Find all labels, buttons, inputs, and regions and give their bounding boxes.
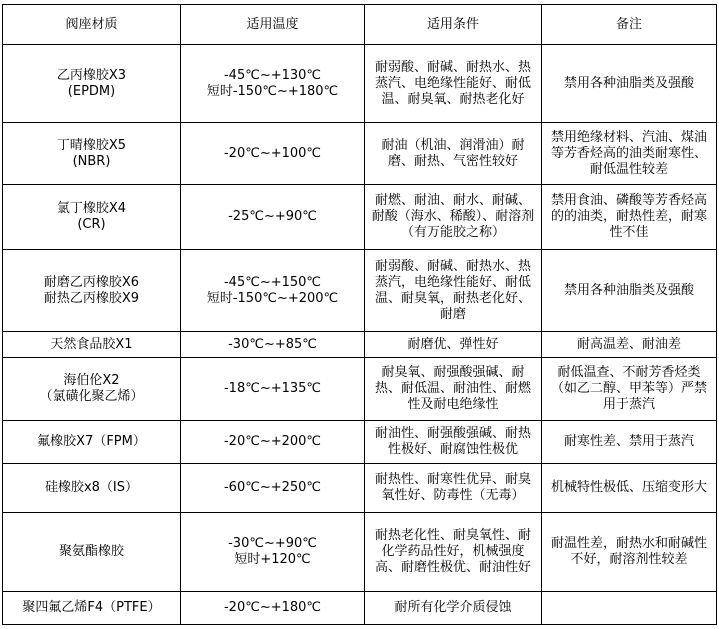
material-line: (NBR) — [72, 153, 111, 169]
cell-material — [3, 513, 181, 592]
cell-material — [3, 592, 181, 625]
cell-material — [3, 185, 181, 250]
header-conditions: 适用条件 — [365, 5, 542, 45]
cell-notes: 禁用各种油脂类及强酸 — [542, 45, 717, 123]
temperature-line: -20℃~+100℃ — [223, 145, 322, 161]
cell-temperature — [181, 332, 365, 358]
cell-temperature — [181, 185, 365, 250]
cell-temperature — [181, 513, 365, 592]
temperature-line: -25℃~+90℃ — [228, 209, 317, 224]
material-line: 聚四氟乙烯F4（PTFE） — [22, 600, 161, 615]
temperature-line: -30℃~+85℃ — [228, 336, 317, 352]
table-row — [3, 464, 717, 513]
cell-notes: 禁用各种油脂类及强酸 — [542, 250, 717, 332]
table-row — [3, 358, 717, 421]
material-line: (EPDM) — [67, 83, 116, 99]
cell-conditions: 耐油性、耐强酸强碱、耐热性极好、耐腐蚀性极优 — [365, 421, 542, 464]
cell-temperature — [181, 464, 365, 513]
header-material: 阀座材质 — [3, 5, 181, 45]
temperature-line: 短时-150℃~+200℃ — [206, 290, 339, 306]
cell-notes: 机械特性极低、压缩变形大 — [542, 464, 717, 513]
material-line: 硅橡胶x8（IS） — [44, 480, 139, 495]
cell-notes: 耐高温差、耐油差 — [542, 332, 717, 358]
cell-notes: 耐低温查、不耐芳香烃类（如乙二醇、甲苯等）严禁用于蒸汽 — [542, 358, 717, 421]
cell-conditions: 耐磨优、弹性好 — [365, 332, 542, 358]
table-row — [3, 45, 717, 123]
material-line: 聚氨酯橡胶 — [58, 544, 124, 559]
material-line: 海伯伦X2 — [63, 373, 120, 388]
material-line: （氯磺化聚乙烯） — [39, 389, 144, 404]
valve-seat-material-table — [2, 4, 717, 625]
temperature-line: -30℃~+90℃ — [228, 536, 317, 551]
temperature-line: -45℃~+130℃ — [223, 67, 322, 83]
cell-conditions: 耐所有化学介质侵蚀 — [365, 592, 542, 625]
material-line: 氟橡胶X7（FPM） — [37, 434, 146, 449]
temperature-line: -20℃~+200℃ — [223, 434, 322, 449]
cell-notes: 耐温性差，耐热水和耐碱性不好，耐溶剂性较差 — [542, 513, 717, 592]
temperature-line: -45℃~+150℃ — [223, 274, 322, 290]
temperature-line: -20℃~+180℃ — [223, 600, 322, 615]
table-row — [3, 332, 717, 358]
cell-material — [3, 45, 181, 123]
table-row — [3, 513, 717, 592]
temperature-line: -18℃~+135℃ — [223, 381, 322, 396]
material-line: (CR) — [77, 217, 106, 232]
temperature-line: 短时+120℃ — [234, 552, 311, 567]
cell-conditions: 耐油（机油、润滑油）耐磨、耐热、气密性较好 — [365, 123, 542, 185]
cell-conditions: 耐臭氧、耐强酸强碱、耐热、耐低温、耐油性、耐燃性及耐电绝缘性 — [365, 358, 542, 421]
material-line: 耐磨乙丙橡胶X6 — [43, 274, 140, 290]
cell-temperature — [181, 123, 365, 185]
cell-material — [3, 332, 181, 358]
cell-temperature — [181, 250, 365, 332]
cell-temperature — [181, 45, 365, 123]
table-row — [3, 592, 717, 625]
cell-notes: 禁用绝缘材料、汽油、煤油等芳香烃高的油类耐寒性、耐低温性较差 — [542, 123, 717, 185]
cell-material — [3, 123, 181, 185]
cell-conditions: 耐热性、耐寒性优异、耐臭氧性好、防毒性（无毒） — [365, 464, 542, 513]
cell-material — [3, 358, 181, 421]
material-line: 耐热乙丙橡胶X9 — [43, 290, 140, 306]
cell-material — [3, 250, 181, 332]
cell-notes: 耐寒性差、禁用于蒸汽 — [542, 421, 717, 464]
material-line: 天然食品胶X1 — [50, 336, 133, 352]
table-row — [3, 185, 717, 250]
cell-notes — [542, 592, 717, 625]
temperature-line: -60℃~+250℃ — [223, 480, 322, 495]
cell-conditions: 耐弱酸、耐碱、耐热水、热蒸汽，电绝缘性能好、耐低温、耐臭氧，耐热老化好、耐磨 — [365, 250, 542, 332]
header-temperature: 适用温度 — [181, 5, 365, 45]
table-row — [3, 250, 717, 332]
material-line: 氯丁橡胶X4 — [56, 201, 127, 216]
material-line: 丁晴橡胶X5 — [56, 137, 127, 153]
cell-conditions: 耐热老化性、耐臭氧性、耐化学药品性好，机械强度高、耐磨性极优、耐油性好 — [365, 513, 542, 592]
cell-material — [3, 464, 181, 513]
cell-notes: 禁用食油、磷酸等芳香烃高的的油类，耐热性差，耐寒性不佳 — [542, 185, 717, 250]
header-row — [3, 5, 717, 45]
temperature-line: 短时-150℃~+180℃ — [206, 83, 339, 99]
cell-conditions: 耐燃、耐油、耐水、耐碱、耐酸（海水、稀酸）、耐溶剂 （有万能胶之称） — [365, 185, 542, 250]
header-notes: 备注 — [542, 5, 717, 45]
cell-temperature — [181, 421, 365, 464]
table-row — [3, 123, 717, 185]
material-line: 乙丙橡胶X3 — [56, 67, 127, 83]
table-row — [3, 421, 717, 464]
cell-material — [3, 421, 181, 464]
cell-conditions: 耐弱酸、耐碱、耐热水、热蒸汽、电绝缘性能好、耐低温、耐臭氧、耐热老化好 — [365, 45, 542, 123]
cell-temperature — [181, 592, 365, 625]
cell-temperature — [181, 358, 365, 421]
